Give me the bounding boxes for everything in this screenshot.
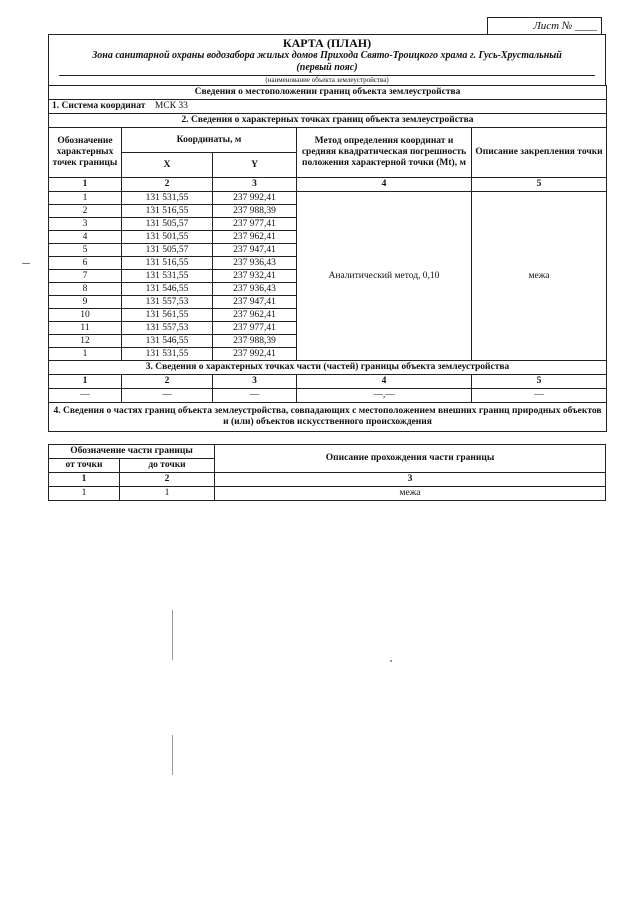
col-number: 3 [213, 375, 297, 389]
coord-y: 237 947,41 [213, 244, 297, 257]
coord-y: 237 992,41 [213, 348, 297, 361]
sheet-number-box: Лист № ____ [487, 17, 602, 34]
col-number: 2 [120, 473, 215, 487]
document-frame [48, 34, 606, 501]
point-number: 10 [49, 309, 122, 322]
point-number: 2 [49, 205, 122, 218]
map-header [48, 34, 606, 85]
col-number: 3 [215, 473, 606, 487]
point-number: 3 [49, 218, 122, 231]
coord-x: 131 516,55 [122, 205, 213, 218]
col-to-header: до точки [120, 459, 215, 473]
coord-x: 131 531,55 [122, 348, 213, 361]
col-number: 4 [297, 178, 472, 192]
boundary-parts-table [48, 444, 606, 501]
scan-artifact [172, 610, 173, 660]
col-number: 5 [472, 178, 607, 192]
coord-y: 237 977,41 [213, 322, 297, 335]
coord-x: 131 516,55 [122, 257, 213, 270]
col-number: 5 [472, 375, 607, 389]
point-number: 7 [49, 270, 122, 283]
section3-title: 3. Сведения о характерных точках части (частей) границы объекта землеустройства [49, 361, 607, 375]
col-desc-header: Описание закрепления точки [472, 128, 607, 178]
col-part-header: Обозначение части границы [49, 445, 215, 459]
point-number: 4 [49, 231, 122, 244]
point-number: 11 [49, 322, 122, 335]
point-number: 12 [49, 335, 122, 348]
coord-y: 237 932,41 [213, 270, 297, 283]
point-number: 1 [49, 192, 122, 205]
object-zone: (первый пояс) [296, 62, 358, 73]
object-name: Зона санитарной охраны водозабора жилых домов Прихода Свято-Троицкого храма г. Гусь-Хрустальный [92, 50, 562, 61]
coord-y: 237 977,41 [213, 218, 297, 231]
col-number: 2 [122, 375, 213, 389]
point-number: 1 [49, 348, 122, 361]
col-point-header: Обозначение характерных точек границы [49, 128, 122, 178]
point-number: 8 [49, 283, 122, 296]
col-coords-header: Координаты, м [122, 128, 297, 153]
coord-y: 237 988,39 [213, 335, 297, 348]
part-from: 1 [49, 487, 120, 501]
coord-row [49, 192, 607, 205]
coord-x: 131 501,55 [122, 231, 213, 244]
coord-x: 131 557,53 [122, 296, 213, 309]
point-number: 9 [49, 296, 122, 309]
col-number: 4 [297, 375, 472, 389]
coord-y: 237 992,41 [213, 192, 297, 205]
empty-cell: — [49, 389, 122, 403]
col-x-header: X [122, 153, 213, 178]
coord-x: 131 561,55 [122, 309, 213, 322]
part-desc: межа [215, 487, 606, 501]
col-method-header: Метод определения координат и средняя квадратическая погрешность положения характерной точки (Mt), м [297, 128, 472, 178]
coord-x: 131 546,55 [122, 283, 213, 296]
col-number: 3 [213, 178, 297, 192]
coord-x: 131 505,57 [122, 244, 213, 257]
coord-y: 237 962,41 [213, 309, 297, 322]
coord-x: 131 557,53 [122, 322, 213, 335]
coord-y: 237 947,41 [213, 296, 297, 309]
coord-y: 237 962,41 [213, 231, 297, 244]
page-title: КАРТА (ПЛАН) [282, 36, 372, 50]
col-number: 1 [49, 375, 122, 389]
coord-system-value: МСК 33 [154, 101, 188, 111]
scan-artifact [390, 660, 392, 662]
scan-artifact [172, 735, 173, 775]
empty-cell: — [122, 389, 213, 403]
scan-artifact [22, 263, 30, 264]
method-value: Аналитический метод, 0,10 [297, 192, 472, 361]
point-number: 5 [49, 244, 122, 257]
empty-cell: —,— [297, 389, 472, 403]
col-number: 1 [49, 473, 120, 487]
coord-y: 237 936,43 [213, 257, 297, 270]
col-number: 2 [122, 178, 213, 192]
empty-cell: — [472, 389, 607, 403]
col-number: 1 [49, 178, 122, 192]
location-table [48, 85, 607, 432]
coord-x: 131 531,55 [122, 192, 213, 205]
section2-title: 2. Сведения о характерных точках границ объекта землеустройства [49, 114, 607, 128]
point-number: 6 [49, 257, 122, 270]
coord-system-row [49, 100, 607, 114]
col-y-header: Y [213, 153, 297, 178]
coord-y: 237 936,43 [213, 283, 297, 296]
section4-title: 4. Сведения о частях границ объекта землеустройства, совпадающих с местоположением внешних границ природных объектов и (или) объектов искусственного происхождения [49, 403, 607, 432]
sheet-label: Лист № [533, 20, 573, 32]
desc-value: межа [472, 192, 607, 361]
coord-x: 131 546,55 [122, 335, 213, 348]
col-from-header: от точки [49, 459, 120, 473]
col-part-desc-header: Описание прохождения части границы [215, 445, 606, 473]
object-note: (наименование объекта землеустройства) [59, 75, 595, 85]
location-section-title: Сведения о местоположении границ объекта землеустройства [49, 86, 607, 100]
coord-x: 131 531,55 [122, 270, 213, 283]
coord-y: 237 988,39 [213, 205, 297, 218]
empty-cell: — [213, 389, 297, 403]
coord-system-label: 1. Система координат [52, 101, 146, 111]
coord-x: 131 505,57 [122, 218, 213, 231]
part-to: 1 [120, 487, 215, 501]
